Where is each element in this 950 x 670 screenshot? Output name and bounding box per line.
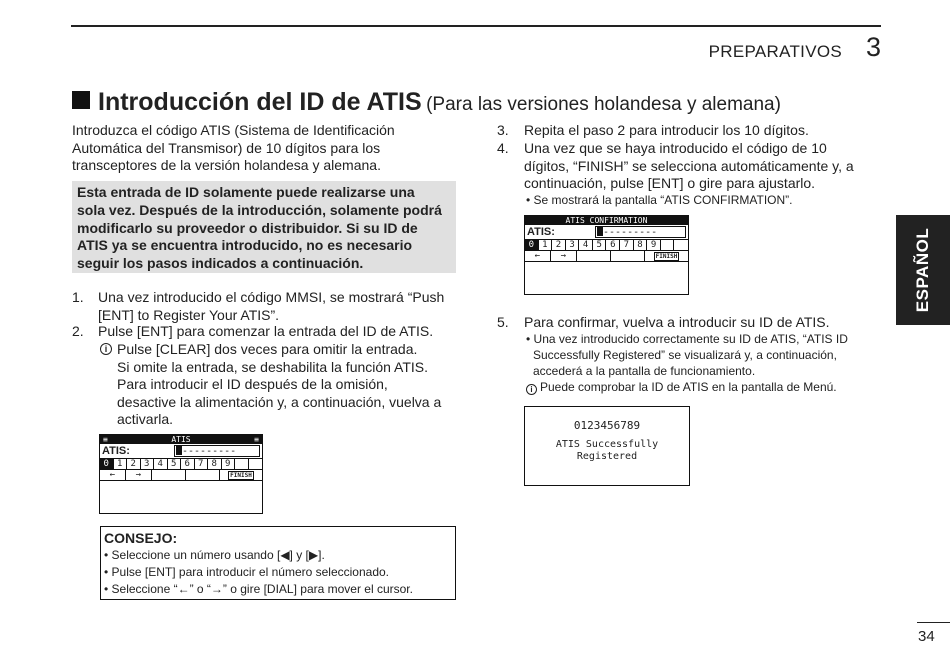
atis-confirmation-screen: [524, 215, 689, 295]
blank-key: [611, 251, 645, 261]
nav-row: [525, 251, 688, 262]
tip-line: • Seleccione “←” o “→” o gire [DIAL] para mover el cursor.: [104, 582, 413, 596]
step-line: dígitos, “FINISH” se selecciona automáticamente y, a: [524, 157, 854, 174]
nav-row: [100, 470, 262, 481]
digit-key: 9: [222, 459, 236, 470]
blank-key: [577, 251, 611, 261]
step-number: 1.: [72, 289, 84, 305]
step-number: 5.: [497, 314, 509, 330]
digit-key: 4: [579, 240, 593, 251]
header-rule: [71, 25, 881, 27]
info-line: Si omite la entrada, se deshabilita la función ATIS.: [117, 358, 429, 375]
digit-key: 1: [114, 459, 128, 470]
digit-grid: [100, 458, 262, 470]
atis-field-value: ---------: [182, 446, 237, 457]
right-arrow-key: →: [551, 251, 577, 261]
tip-box: [100, 526, 456, 600]
info-line: Para introducir el ID después de la omisión,: [117, 376, 388, 392]
tip-line: • Seleccione un número usando [◀] y [▶].: [104, 548, 325, 562]
step-4: [497, 140, 877, 193]
digit-key: 1: [539, 240, 553, 251]
step-line: Una vez introducido el código MMSI, se mostrará “Push: [98, 289, 445, 305]
digit-key: 7: [195, 459, 209, 470]
menu-icon: ≡: [103, 435, 108, 444]
atis-input-field: [174, 445, 260, 457]
digit-key: [235, 459, 249, 470]
step-line: continuación, pulse [ENT] o gire para ajustarlo.: [524, 175, 816, 191]
chapter-number: 3: [866, 32, 882, 62]
note-line: sola vez. Después de la introducción, solamente podrá: [77, 201, 442, 218]
digit-key: 0: [100, 459, 114, 470]
digit-key: [674, 240, 688, 251]
right-arrow-key: →: [126, 470, 152, 480]
finish-label: FINISH: [655, 253, 678, 260]
step-2-info: [100, 341, 460, 429]
digit-key: 0: [525, 240, 539, 251]
digit-key: 4: [154, 459, 168, 470]
digit-key: 5: [593, 240, 607, 251]
step-line: Pulse [ENT] para comenzar la entrada del ID de ATIS.: [98, 323, 434, 339]
finish-key: [220, 470, 262, 480]
digit-key: 9: [647, 240, 661, 251]
tip-line: • Pulse [ENT] para introducir el número seleccionado.: [104, 565, 390, 579]
screen-title-bar: [525, 216, 688, 225]
screen-title: ATIS: [171, 435, 191, 444]
atis-input-row: [525, 225, 688, 239]
note-line: seguir los pasos indicados a continuación.: [77, 255, 364, 272]
digit-key: 6: [181, 459, 195, 470]
digit-key: 3: [141, 459, 155, 470]
page-heading: [72, 88, 781, 117]
info-line: Pulse [CLEAR] dos veces para omitir la entrada.: [117, 341, 418, 357]
digit-key: 8: [208, 459, 222, 470]
info-icon: i: [100, 343, 112, 355]
digit-grid: [525, 239, 688, 251]
step-2: [72, 323, 462, 341]
step-4-sub: • Se mostrará la pantalla “ATIS CONFIRMATION”.: [526, 193, 793, 207]
step-number: 4.: [497, 140, 509, 156]
atis-field-value: ---------: [603, 227, 658, 238]
heading-subtitle: (Para las versiones holandesa y alemana): [426, 94, 781, 115]
atis-label: ATIS:: [527, 226, 555, 238]
step-5-sub: [526, 331, 886, 379]
page-number: 34: [918, 628, 935, 645]
screen-title-bar: [100, 435, 262, 444]
section-title: PREPARATIVOS: [708, 42, 842, 61]
note-line: modificarlo su proveedor o distribuidor. Si su ID de: [77, 219, 418, 236]
info-icon: i: [526, 384, 537, 395]
intro-line: Automática del Transmisor) de 10 dígitos para los: [72, 139, 381, 156]
step-3: [497, 122, 877, 140]
footer-rule: [917, 622, 950, 623]
note-line: ATIS ya se encuentra introducido, no es necesario: [77, 237, 413, 254]
digit-key: 8: [634, 240, 648, 251]
atis-label: ATIS:: [102, 445, 130, 457]
sub-line: • Una vez introducido correctamente su ID de ATIS, “ATIS ID: [526, 332, 848, 346]
atis-id-value: 0123456789: [573, 419, 641, 432]
step-number: 3.: [497, 122, 509, 138]
step-line: Para confirmar, vuelva a introducir su ID de ATIS.: [524, 314, 830, 330]
language-tab: [896, 215, 950, 325]
atis-entry-screen: [99, 434, 263, 514]
atis-input-row: [100, 444, 262, 458]
success-message: ATIS Successfully: [555, 439, 659, 450]
blank-key: [186, 470, 220, 480]
sub-line: accederá a la pantalla de funcionamiento.: [533, 364, 756, 378]
step-5-info: [526, 379, 886, 395]
warning-note: [72, 181, 456, 273]
blank-key: [152, 470, 186, 480]
note-line: Esta entrada de ID solamente puede realizarse una: [77, 184, 415, 200]
success-message: Registered: [576, 451, 638, 462]
menu-icon: ≡: [254, 435, 259, 444]
sub-line: Successfully Registered” se visualizará y, a continuación,: [533, 348, 837, 362]
step-line: [ENT] to Register Your ATIS”.: [98, 306, 280, 323]
finish-label: FINISH: [230, 472, 252, 479]
left-arrow-key: ←: [525, 251, 551, 261]
tip-title: CONSEJO:: [104, 530, 178, 546]
digit-key: 6: [606, 240, 620, 251]
digit-key: [249, 459, 263, 470]
step-line: Una vez que se haya introducido el código de 10: [524, 140, 827, 156]
heading-square-icon: [72, 91, 90, 109]
left-arrow-key: ←: [100, 470, 126, 480]
screen-title: ATIS CONFIRMATION: [565, 216, 648, 225]
language-tab-label: ESPAÑOL: [913, 227, 932, 313]
step-1: [72, 289, 462, 325]
intro-line: Introduzca el código ATIS (Sistema de Identificación: [72, 122, 395, 138]
atis-input-field: [595, 226, 686, 238]
digit-key: 7: [620, 240, 634, 251]
intro-line: transceptores de la versión holandesa y alemana.: [72, 157, 381, 173]
digit-key: [661, 240, 675, 251]
step-line: Repita el paso 2 para introducir los 10 dígitos.: [524, 122, 809, 138]
digit-key: 5: [168, 459, 182, 470]
digit-key: 2: [552, 240, 566, 251]
intro-paragraph: [72, 122, 462, 175]
info-line: activarla.: [117, 411, 174, 427]
step-5: [497, 314, 877, 332]
atis-success-screen: [524, 406, 690, 486]
info-text: Puede comprobar la ID de ATIS en la pantalla de Menú.: [540, 380, 837, 394]
heading-main: Introducción del ID de ATIS: [98, 88, 422, 116]
digit-key: 3: [566, 240, 580, 251]
info-line: desactive la alimentación y, a continuación, vuelva a: [117, 393, 442, 410]
step-number: 2.: [72, 323, 84, 339]
finish-key: [645, 251, 688, 261]
digit-key: 2: [127, 459, 141, 470]
